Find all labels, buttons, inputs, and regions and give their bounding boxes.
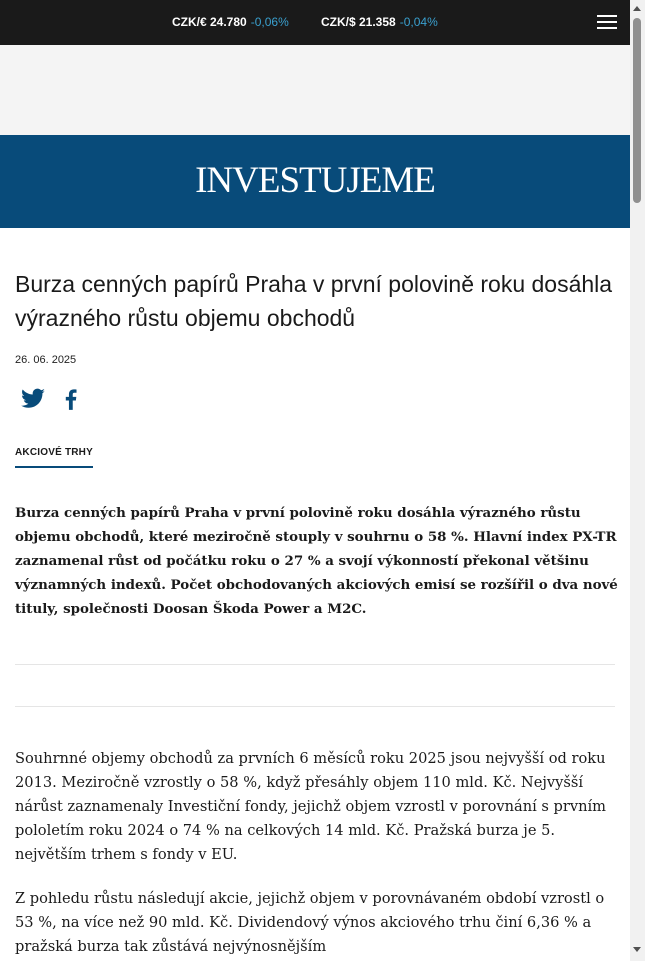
- ticker-eur: [172, 15, 289, 29]
- divider: [15, 664, 615, 665]
- hamburger-icon[interactable]: [597, 14, 617, 31]
- ticker-usd: [321, 15, 438, 29]
- facebook-icon[interactable]: [58, 386, 84, 412]
- article-title: Burza cenných papírů Praha v první polovině roku dosáhla výrazného růstu objemu obchodů: [15, 271, 613, 331]
- currency-ticker: [0, 0, 630, 45]
- scroll-down-arrow-icon[interactable]: [633, 947, 641, 952]
- article-date: 26. 06. 2025: [15, 354, 77, 366]
- site-logo[interactable]: INVESTUJEME: [195, 160, 435, 201]
- scroll-up-arrow-icon[interactable]: [633, 6, 641, 11]
- twitter-icon[interactable]: [20, 386, 46, 412]
- ticker-usd-change: -0,04%: [399, 15, 438, 29]
- scrollbar[interactable]: [630, 0, 645, 961]
- divider: [15, 706, 615, 707]
- ad-banner-area: [0, 45, 630, 135]
- article-paragraph: Souhrnné objemy obchodů za prvních 6 měsíců roku 2025 jsou nejvyšší od roku 2013. Meziročně vzrostly o 58 %, když přesáhly objem 110 mld. Kč. Nejvyšší nárůst zaznamenaly Investiční fondy, jejichž objem vzrostl v porovnání s prvním pololetím roku 2024 o 74 % na celkových 14 mld. Kč. Pražská burza je 5. největším trhem s fondy v EU.: [15, 750, 607, 863]
- scrollbar-thumb[interactable]: [633, 18, 641, 203]
- site-header: [0, 135, 630, 228]
- ticker-eur-rate: CZK/€ 24.780: [172, 15, 247, 29]
- category-tag[interactable]: AKCIOVÉ TRHY: [15, 447, 93, 468]
- article-perex: Burza cenných papírů Praha v první polovině roku dosáhla výrazného růstu objemu obchodů, které meziročně stouply v souhrnu o 58 %. Hlavní index PX-TR zaznamenal růst od počátku roku o 27 % a svojí výkonností překonal většinu významných indexů. Počet obchodovaných akciových emisí se rozšířil o dva nové tituly, společnosti Doosan Škoda Power a M2C.: [15, 505, 618, 617]
- ticker-eur-change: -0,06%: [250, 15, 289, 29]
- ticker-usd-rate: CZK/$ 21.358: [321, 15, 396, 29]
- article-paragraph: Z pohledu růstu následují akcie, jejichž objem v porovnávaném období vzrostl o 53 %, na více než 90 mld. Kč. Dividendový výnos akciového trhu činí 6,36 % a pražská burza tak zůstává nejvýnosnějším: [15, 890, 605, 955]
